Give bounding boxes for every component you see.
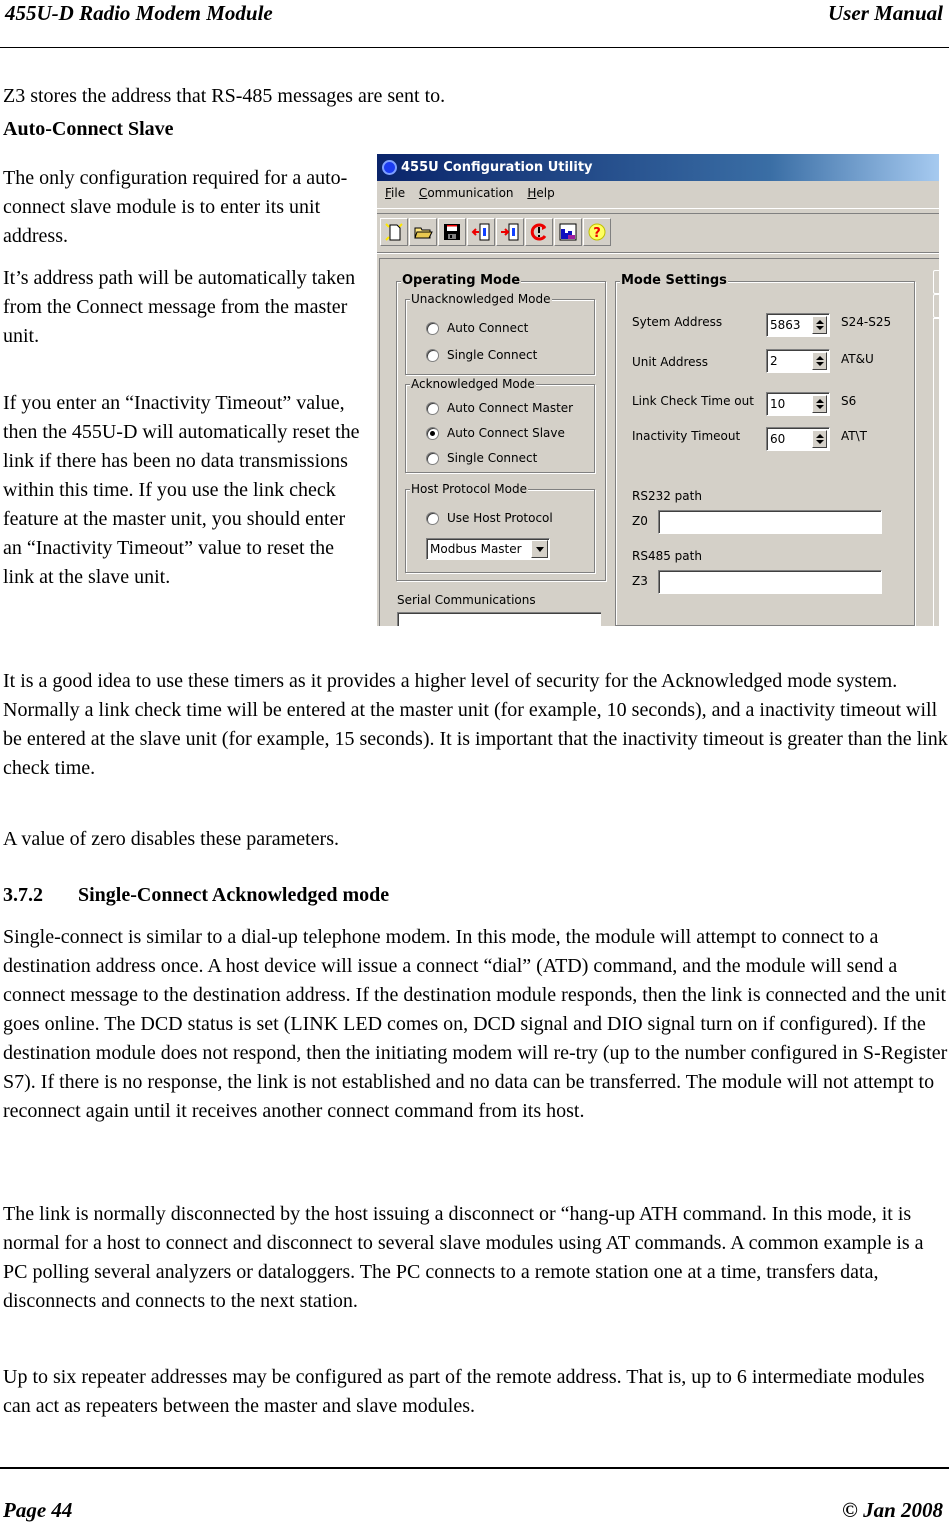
toolbar-separator <box>377 252 939 254</box>
read-module-button[interactable] <box>467 218 495 246</box>
radio-button[interactable] <box>426 512 439 525</box>
new-file-button[interactable] <box>380 218 408 246</box>
arrow-up-icon <box>816 356 824 360</box>
statistics-button[interactable] <box>554 218 582 246</box>
radio-button[interactable] <box>426 349 439 362</box>
read-from-module-icon <box>471 222 491 242</box>
intro-paragraph: Z3 stores the address that RS-485 messages are sent to. <box>3 85 446 107</box>
spinner-buttons[interactable] <box>812 395 827 413</box>
window-titlebar <box>377 154 939 181</box>
unit-address-register: AT&U <box>841 352 874 366</box>
inactivity-timeout-label: Inactivity Timeout <box>632 429 741 443</box>
write-module-button[interactable] <box>496 218 524 246</box>
rs232-path-input[interactable] <box>658 510 882 534</box>
side-tab[interactable] <box>933 294 939 318</box>
system-address-register: S24-S25 <box>841 315 892 329</box>
rs232-path-label: RS232 path <box>632 489 702 503</box>
spinner-buttons[interactable] <box>812 316 827 334</box>
operating-mode-legend: Operating Mode <box>402 273 521 288</box>
paragraph-zero-disables: A value of zero disables these parameters. <box>3 828 339 850</box>
spinner-buttons[interactable] <box>812 352 827 370</box>
acknowledged-mode-group <box>405 377 595 473</box>
radio-button-selected[interactable] <box>426 427 439 440</box>
open-button[interactable] <box>409 218 437 246</box>
radio-ack-auto-connect-slave[interactable]: Auto Connect Slave <box>426 425 565 441</box>
rs485-register-label: Z3 <box>632 574 648 588</box>
reset-icon <box>529 222 549 242</box>
radio-ack-auto-connect-master[interactable]: Auto Connect Master <box>426 400 573 416</box>
mode-settings-group <box>615 273 915 626</box>
svg-text:?: ? <box>593 226 601 241</box>
config-utility-screenshot <box>377 153 939 626</box>
unit-address-value: 2 <box>770 354 778 368</box>
arrow-up-icon <box>816 320 824 324</box>
save-disk-icon <box>442 222 462 242</box>
arrow-up-icon <box>816 399 824 403</box>
header-document-title: 455U-D Radio Modem Module <box>5 1 273 25</box>
subsection-title: Single-Connect Acknowledged mode <box>78 884 390 906</box>
header-manual-label: User Manual <box>828 1 943 25</box>
side-paragraph-1: The only configuration required for a auto-connect slave module is to enter its unit address. <box>3 167 348 247</box>
link-check-timeout-register: S6 <box>841 394 857 408</box>
link-check-timeout-label: Link Check Time out <box>632 394 754 408</box>
system-address-label: Sytem Address <box>632 315 723 329</box>
help-button[interactable] <box>583 218 611 246</box>
radio-button[interactable] <box>426 452 439 465</box>
rs485-path-input[interactable] <box>658 570 882 594</box>
subsection-number: 3.7.2 <box>3 884 43 906</box>
operating-mode-group <box>396 273 606 581</box>
unacknowledged-mode-legend: Unacknowledged Mode <box>411 292 551 306</box>
menu-communication[interactable]: Communication <box>418 186 514 200</box>
paragraph-disconnect: The link is normally disconnected by the host issuing a disconnect or “hang-up ATH command. In this mode, it is normal for a host to connect and disconnect to several slave modules using AT commands. A common example is a PC polling several analyzers or dataloggers. The PC connects to a remote station one at a time, transfers data, disconnects and connects to the next station. <box>3 1203 924 1312</box>
radio-use-host-protocol[interactable]: Use Host Protocol <box>426 510 553 526</box>
unacknowledged-mode-group <box>405 292 595 375</box>
acknowledged-mode-legend: Acknowledged Mode <box>411 377 535 391</box>
paragraph-single-connect: Single-connect is similar to a dial-up telephone modem. In this mode, the module will attempt to connect to a destination address once. A host device will issue a connect “dial” (ATD) command, and the module will send a connect message to the destination address. If the destination module responds, then the link is connected and the unit goes online. The DCD status is set (LINK LED comes on, DCD signal and DIO signal turn on if configured). If the destination module does not respond, then the initiating modem will re-try (up to the number configured in S-Register S7). If there is no response, the link is not established and no data can be transferred. The module will not attempt to reconnect again until it receives another connect command from its host. <box>3 926 948 1122</box>
link-check-timeout-value: 10 <box>770 397 786 411</box>
paragraph-timers: It is a good idea to use these timers as it provides a higher level of security for the Acknowledged mode system. Normally a link check time will be entered at the master unit (for example, 10 seconds), and a inactivity timeout will be entered at the slave unit (for example, 15 seconds). It is important that the inactivity timeout is greater than the link check time. <box>3 670 948 779</box>
rs232-register-label: Z0 <box>632 514 648 528</box>
write-to-module-icon <box>500 222 520 242</box>
system-address-value: 5863 <box>770 318 801 332</box>
header-rule <box>0 47 949 48</box>
page-number: Page 44 <box>3 1498 73 1522</box>
side-tab[interactable] <box>933 270 939 294</box>
side-paragraph-3: If you enter an “Inactivity Timeout” value, then the 455U-D will automatically reset the link if there has been no data transmissions within this time. If you use the link check feature at the master unit, you should enter an “Inactivity Timeout” value to reset the link at the slave unit. <box>3 392 360 588</box>
reset-button[interactable] <box>525 218 553 246</box>
chevron-down-icon <box>536 547 544 552</box>
toolbar <box>380 218 611 248</box>
dropdown-button[interactable] <box>531 540 548 558</box>
radio-button[interactable] <box>426 402 439 415</box>
inactivity-timeout-register: AT\T <box>841 429 867 443</box>
copyright-date: © Jan 2008 <box>842 1498 943 1522</box>
host-protocol-dropdown[interactable] <box>426 538 550 560</box>
menu-file[interactable]: File <box>385 186 406 200</box>
radio-unack-single-connect[interactable]: Single Connect <box>426 347 537 363</box>
host-protocol-mode-legend: Host Protocol Mode <box>411 482 528 496</box>
arrow-down-icon <box>816 405 824 409</box>
side-paragraph-2: It’s address path will be automatically taken from the Connect message from the master unit. <box>3 267 356 347</box>
mode-settings-legend: Mode Settings <box>621 273 727 288</box>
menu-separator <box>377 208 939 214</box>
subsection-heading <box>3 881 949 910</box>
radio-unack-auto-connect[interactable]: Auto Connect <box>426 320 528 336</box>
serial-communications-box[interactable] <box>397 612 601 626</box>
right-side-tabs <box>933 270 939 626</box>
inactivity-timeout-spinner[interactable] <box>766 427 830 451</box>
arrow-down-icon <box>816 326 824 330</box>
help-question-icon <box>587 222 607 242</box>
arrow-down-icon <box>816 440 824 444</box>
host-protocol-mode-group <box>405 482 595 573</box>
radio-button[interactable] <box>426 322 439 335</box>
arrow-down-icon <box>816 362 824 366</box>
inactivity-timeout-value: 60 <box>770 432 786 446</box>
host-protocol-value: Modbus Master <box>430 542 522 556</box>
section-title: Auto-Connect Slave <box>3 118 174 140</box>
menu-help[interactable]: Help <box>527 186 555 200</box>
unit-address-label: Unit Address <box>632 355 709 369</box>
new-file-icon <box>384 222 404 242</box>
spinner-buttons[interactable] <box>812 430 827 448</box>
side-tab-panel <box>933 318 939 626</box>
menu-bar <box>377 182 939 204</box>
statistics-chart-icon <box>558 222 578 242</box>
footer-rule <box>0 1467 949 1469</box>
link-check-timeout-spinner[interactable] <box>766 392 830 416</box>
paragraph-repeaters: Up to six repeater addresses may be configured as part of the remote address. That is, up to 6 intermediate modules can act as repeaters between the master and slave modules. <box>3 1366 925 1417</box>
unit-address-spinner[interactable] <box>766 349 830 373</box>
save-button[interactable] <box>438 218 466 246</box>
rs485-path-label: RS485 path <box>632 549 702 563</box>
app-logo-icon <box>382 160 397 175</box>
system-address-spinner[interactable] <box>766 313 830 337</box>
radio-ack-single-connect[interactable]: Single Connect <box>426 450 537 466</box>
open-folder-icon <box>413 222 433 242</box>
serial-communications-label: Serial Communications <box>397 593 536 607</box>
window-title: 455U Configuration Utility <box>401 160 593 175</box>
arrow-up-icon <box>816 434 824 438</box>
